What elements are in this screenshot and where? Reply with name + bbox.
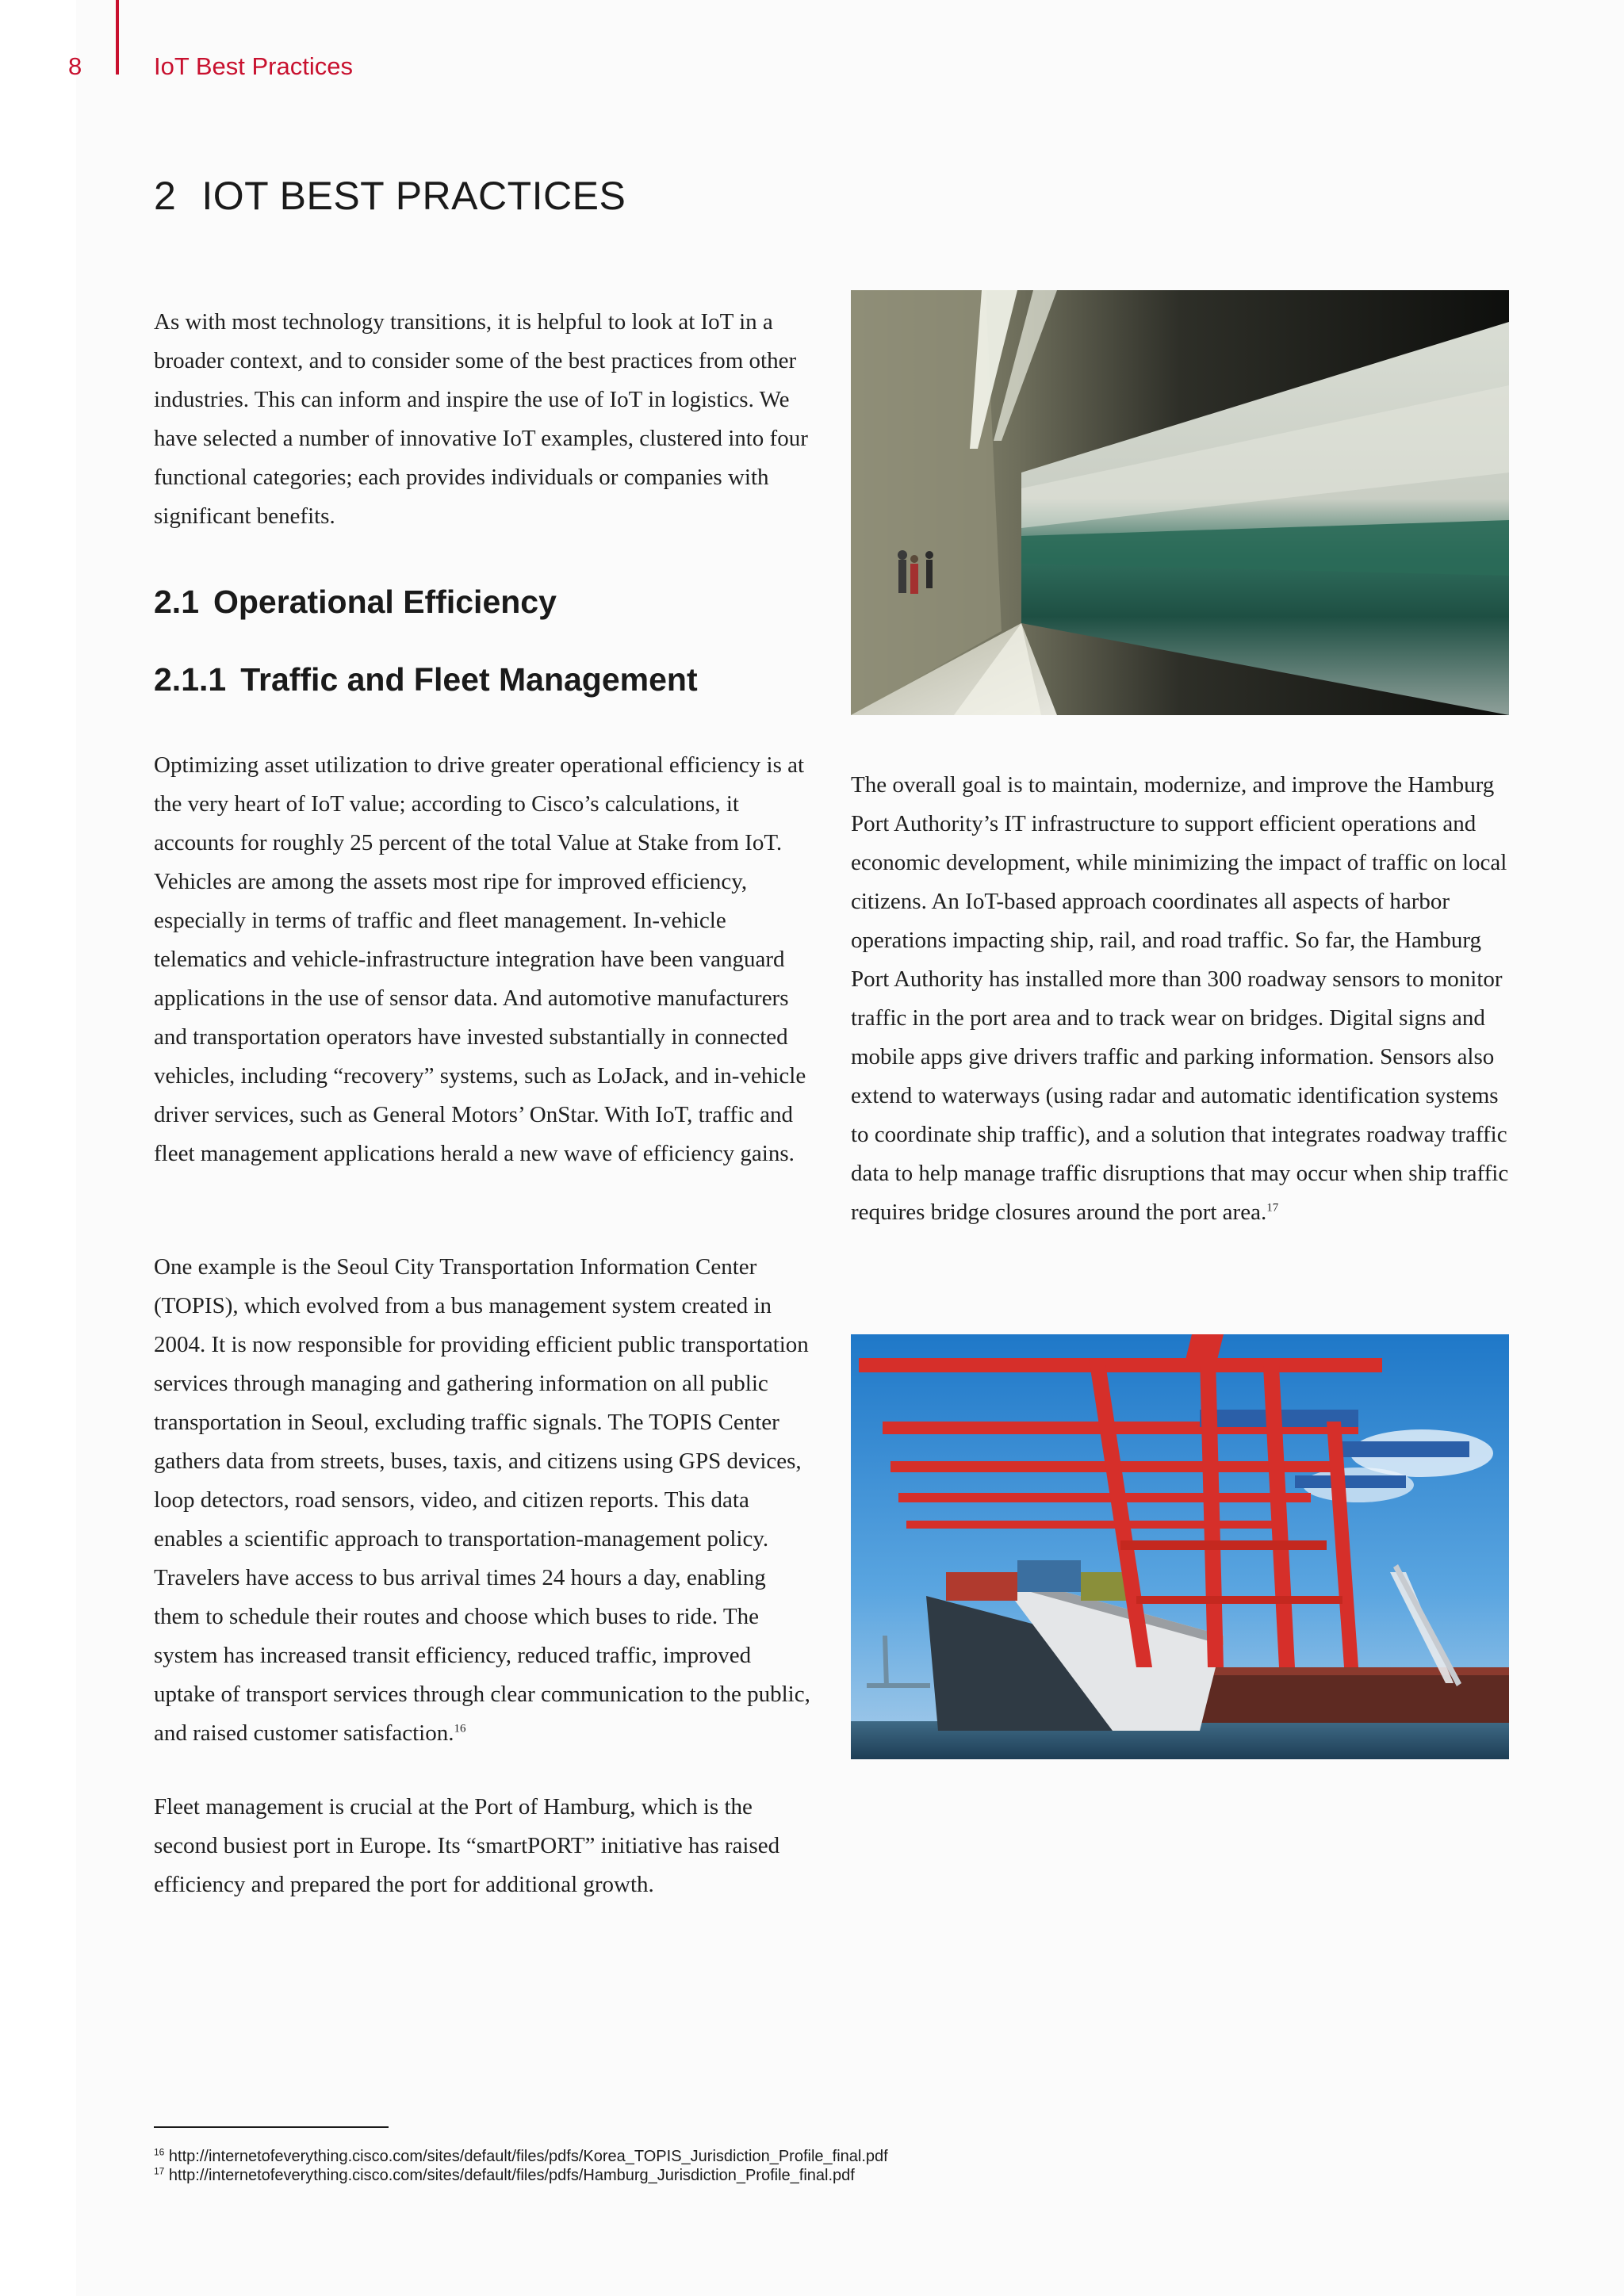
page-number: 8	[68, 52, 82, 80]
paragraph-2-block	[154, 1248, 815, 1753]
footnote-ref-17[interactable]: 17	[1266, 1201, 1279, 1215]
subsection-title: Traffic and Fleet Management	[240, 661, 698, 698]
subsection-heading	[154, 661, 815, 698]
chapter-title	[154, 173, 626, 219]
section-number: 2.1	[154, 584, 199, 620]
intro-paragraph-block	[154, 303, 815, 536]
footnotes	[154, 2147, 888, 2185]
running-title: IoT Best Practices	[154, 52, 353, 80]
intro-paragraph: As with most technology transitions, it is helpful to look at IoT in a broader context, and to consider some of the best practices from other industries. This can inform and inspire the use of IoT in logistics. We have selected a number of innovative IoT examples, clustered into four functional categories; each provides individuals or companies with significant benefits.	[154, 309, 808, 529]
header-rule	[116, 0, 119, 75]
footnote-17	[154, 2166, 888, 2185]
subway-train-illustration	[851, 290, 1509, 715]
paragraph-port-hamburg: Fleet management is crucial at the Port of Hamburg, which is the second busiest port in Europe. Its “smartPORT” initiative has raised efficiency and prepared the port for additional growth.	[154, 1794, 780, 1897]
footnote-17-marker: 17	[154, 2165, 165, 2177]
paragraph-hamburg-goal	[851, 766, 1509, 1232]
paragraph-hamburg-goal-text: The overall goal is to maintain, modernize, and improve the Hamburg Port Authority’s IT infrastructure to support efficient operations and economic development, while minimizing the impact of traffic on local citizens. An IoT-based approach coordinates all aspects of harbor operations impacting ship, rail, and road traffic. So far, the Hamburg Port Authority has installed more than 300 roadway sensors to monitor traffic in the port area and to track wear on bridges. Digital signs and mobile apps give drivers traffic and parking information. Sensors also extend to waterways (using radar and automatic identification systems to coordinate ship traffic), and a solution that integrates roadway traffic data to help manage traffic disruptions that may occur when ship traffic requires bridge closures around the port area.	[851, 772, 1509, 1225]
chapter-title-text: IOT BEST PRACTICES	[201, 174, 626, 218]
footnote-16	[154, 2147, 888, 2166]
footnote-ref-16[interactable]: 16	[454, 1722, 466, 1735]
footnote-16-link[interactable]: http://internetofeverything.cisco.com/sites/default/files/pdfs/Korea_TOPIS_Jurisdiction_Profile_final.pdf	[168, 2148, 888, 2165]
section-title: Operational Efficiency	[213, 584, 557, 620]
footnote-rule	[154, 2126, 389, 2128]
paragraph-seoul-topis-text: One example is the Seoul City Transportation Information Center (TOPIS), which evolved from a bus management system created in 2004. It is now responsible for providing efficient public transportation services through managing and gathering information on all public transportation in Seoul, excluding traffic signals. The TOPIS Center gathers data from streets, buses, taxis, and citizens using GPS devices, loop detectors, road sensors, video, and citizen reports. This data enables a scientific approach to transportation-management policy. Travelers have access to bus arrival times 24 hours a day, enabling them to schedule their routes and choose which buses to ride. The system has increased transit efficiency, reduced traffic, improved uptake of transport services through clear communication to the public, and raised customer satisfaction.	[154, 1254, 810, 1746]
footnote-17-link[interactable]: http://internetofeverything.cisco.com/sites/default/files/pdfs/Hamburg_Jurisdiction_Profile_final.pdf	[168, 2167, 855, 2184]
paragraph-seoul-topis	[154, 1248, 815, 1753]
container-port-photo	[851, 1334, 1509, 1759]
paragraph-asset-utilization: Optimizing asset utilization to drive greater operational efficiency is at the very heart of IoT value; according to Cisco’s calculations, it accounts for roughly 25 percent of the total Value at Stake from IoT. Vehicles are among the assets most ripe for improved efficiency, especially in terms of traffic and fleet management. In-vehicle telematics and vehicle-infrastructure integration have been vanguard applications in the use of sensor data. And automotive manufacturers and transportation operators have invested substantially in connected vehicles, including “recovery” systems, such as LoJack, and in-vehicle driver services, such as General Motors’ OnStar. With IoT, traffic and fleet management applications herald a new wave of efficiency gains.	[154, 752, 806, 1166]
footnote-16-marker: 16	[154, 2146, 165, 2158]
paragraph-3-block	[154, 1788, 815, 1904]
paragraph-4-block	[851, 766, 1509, 1232]
section-heading	[154, 584, 815, 621]
section-heading-block	[154, 584, 815, 621]
subsection-number: 2.1.1	[154, 661, 227, 698]
paragraph-1-block	[154, 746, 815, 1173]
container-cranes-illustration	[851, 1334, 1509, 1759]
subsection-heading-block	[154, 661, 815, 698]
chapter-number: 2	[154, 174, 177, 218]
subway-train-photo	[851, 290, 1509, 715]
